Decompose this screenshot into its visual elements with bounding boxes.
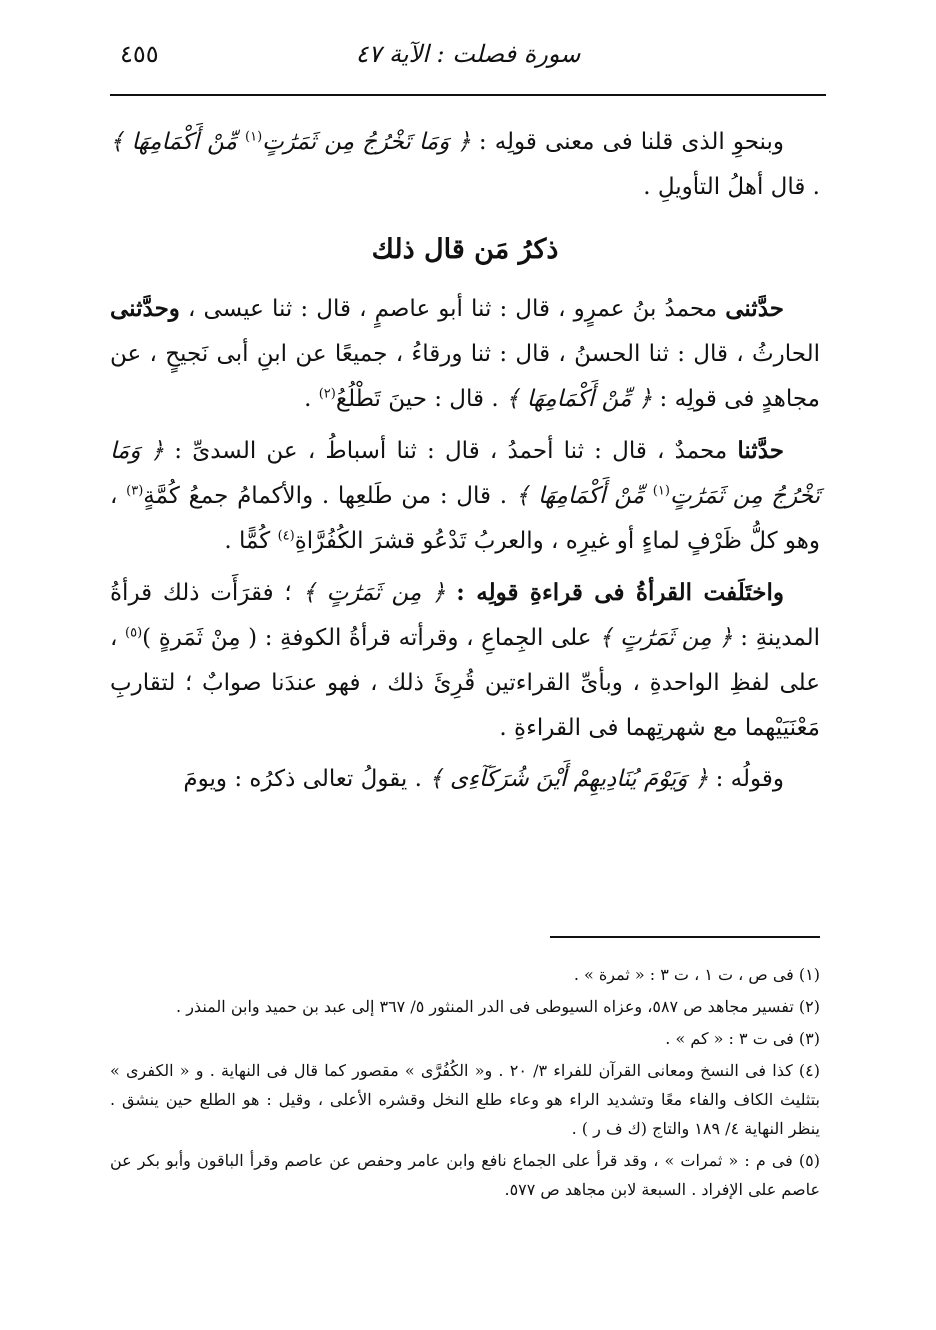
footnote-ref: (١)	[245, 129, 263, 145]
quran-quote: ﴿ مِن ثَمَرَٰتٍ ﴾	[302, 580, 457, 606]
text-run: الحارثُ ، قال : ثنا الحسنُ ، قال : ثنا ورقاءُ ، جميعًا عن ابنِ أبى نَجيحٍ ، عن مجاهدٍ فى قولِه :	[110, 341, 820, 412]
paragraph-4	[110, 570, 820, 751]
text-run: ، وهو كلُّ ظَرْفٍ لماءٍ أو غيرِه ، والعربُ تَدْعُو قشرَ الكُفُرَّاةِ	[110, 483, 820, 554]
footnote-ref: (٥)	[125, 625, 143, 641]
footnote-2: (٢) تفسير مجاهد ص ٥٨٧، وعزاه السيوطى فى الدر المنثور ٥/ ٣٦٧ إلى عبد بن حميد وابن المنذر .	[176, 997, 820, 1016]
text-run: وقولُه :	[708, 766, 784, 792]
section-heading: ذكرُ مَن قال ذلك	[371, 234, 559, 265]
isnad-keyword: حدَّثنى	[725, 295, 784, 322]
text-run: على الجِماعِ ، وقرأته قرأةُ الكوفةِ : ( مِنْ ثَمَرةٍ )	[142, 625, 600, 651]
footnote-4: (٤) كذا فى النسخ ومعانى القرآن للفراء ٣/ ٢٠ . و« الكُفُرَّى » مقصور كما قال فى النهاية . و « الكفرى » بتثليث الكاف والفاء معًا وتشديد الراء هو وعاء طلع النخل وقشره الأعلى ، وقيل : هو الطلع حين ينشق . ينظر النهاية ٤/ ١٨٩ والتاج (ك ف ر ) .	[110, 1061, 821, 1138]
footnotes	[110, 960, 820, 1207]
text-run: كُمًّا .	[224, 528, 278, 554]
footnote-5: (٥) فى م : « ثمرات » ، وقد قرأ على الجماع نافع وابن عامر وحفص عن عاصم وقرأ الباقون وأبو بكر عن عاصم على الإفراد . السبعة لابن مجاهد ص ٥٧٧.	[110, 1151, 820, 1199]
text-run: . قال : من طَلعِها . والأكمامُ جمعُ كُمَّةٍ	[143, 483, 516, 509]
paragraph-3	[110, 428, 820, 564]
text-run: . قال : حينَ تَطْلُعُ	[335, 386, 506, 412]
bold-lead: واختَلَفت القرأةُ فى قراءةِ قولِه :	[456, 579, 785, 606]
footnote-ref: (١)	[652, 483, 670, 499]
text-run: . يقولُ تعالى ذكرُه : ويومَ	[183, 766, 430, 792]
quran-quote: ﴿ مِّنْ أَكْمَامِهَا ﴾	[505, 386, 653, 412]
footnote-rule	[550, 936, 820, 938]
header-rule	[110, 94, 826, 96]
text-run: .	[304, 386, 319, 412]
footnote-ref: (٢)	[318, 386, 336, 402]
main-text	[110, 120, 820, 808]
footnote-3: (٣) فى ت ٣ : « كم » .	[665, 1029, 820, 1048]
running-header	[110, 36, 826, 86]
quran-quote: ﴿ وَمَا تَخْرُجُ مِن ثَمَرَٰتٍ	[262, 129, 471, 155]
paragraph-5	[110, 757, 820, 802]
quran-quote: مِّنْ أَكْمَامِهَا ﴾	[110, 129, 245, 155]
text-run: ؛ فقرَأَت ذلك قرأةُ المدينةِ :	[110, 580, 821, 651]
text-run: وبنحوِ الذى قلنا فى معنى قولِه :	[470, 129, 785, 155]
isnad-keyword: وحدَّثنى	[110, 295, 180, 322]
paragraph-1	[110, 120, 820, 210]
text-run: محمدٌ ، قال : ثنا أحمدُ ، قال : ثنا أسباطُ ، عن السدىِّ :	[164, 438, 738, 464]
page-number: ٤٥٥	[120, 40, 159, 68]
quran-quote: ﴿ وَيَوْمَ يُنَادِيهِمْ أَيْنَ شُرَكَآءِى ﴾	[429, 766, 709, 792]
text-run: محمدُ بنُ عمرٍو ، قال : ثنا أبو عاصمٍ ، قال : ثنا عيسى ،	[179, 296, 726, 322]
running-title: سورة فصلت : الآية ٤٧	[355, 40, 581, 68]
isnad-keyword: حدَّثنا	[737, 437, 784, 464]
quran-quote: مِّنْ أَكْمَامِهَا ﴾	[515, 483, 653, 509]
quran-quote: ﴿ وَمَا تَخْرُجُ مِن ثَمَرَٰتٍ	[110, 438, 821, 509]
quran-quote: ﴿ مِن ثَمَرَٰتٍ ﴾	[599, 625, 733, 651]
footnote-1: (١) فى ص ، ت ١ ، ت ٣ : « ثمرة » .	[573, 965, 820, 984]
paragraph-2	[110, 286, 820, 422]
footnote-ref: (٣)	[126, 483, 144, 499]
text-run: ، على لفظِ الواحدةِ ، وبأىِّ القراءتين قُرِئَ ذلك ، فهو عندَنا صوابٌ ؛ لتقاربِ مَعْنَيَيْهما مع شهرتِهما فى القراءةِ .	[110, 625, 820, 741]
text-run: . قال أهلُ التأويلِ .	[643, 174, 820, 200]
footnote-ref: (٤)	[277, 528, 295, 544]
